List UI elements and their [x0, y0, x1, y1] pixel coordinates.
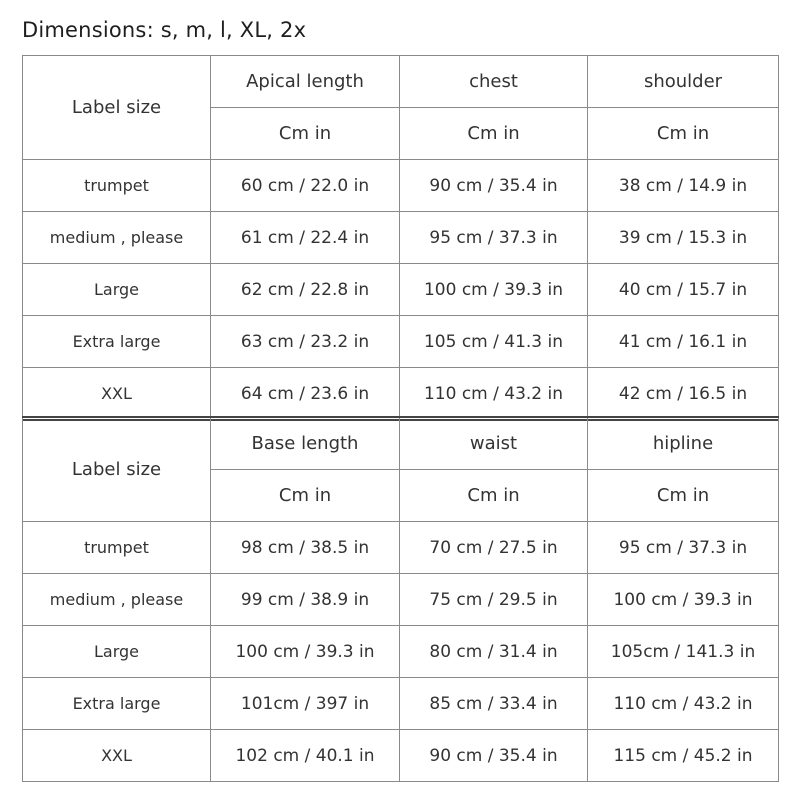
unit-header: Cm in [400, 470, 588, 522]
row-label: Large [23, 626, 211, 678]
label-size-header: Label size [23, 417, 211, 522]
table-cell: 98 cm / 38.5 in [211, 522, 400, 574]
unit-header: Cm in [588, 470, 779, 522]
column-header-hipline: hipline [588, 417, 779, 470]
table-cell: 95 cm / 37.3 in [400, 212, 588, 264]
row-label: XXL [23, 730, 211, 782]
table-cell: 64 cm / 23.6 in [211, 368, 400, 421]
table-cell: 63 cm / 23.2 in [211, 316, 400, 368]
unit-header: Cm in [400, 108, 588, 160]
table-cell: 80 cm / 31.4 in [400, 626, 588, 678]
table-row [23, 574, 779, 626]
table-cell: 110 cm / 43.2 in [400, 368, 588, 421]
table-cell: 70 cm / 27.5 in [400, 522, 588, 574]
table-cell: 61 cm / 22.4 in [211, 212, 400, 264]
table-row [23, 730, 779, 782]
row-label: medium , please [23, 574, 211, 626]
column-header-apical-length: Apical length [211, 56, 400, 108]
page-title: Dimensions: s, m, l, XL, 2x [22, 18, 307, 42]
unit-header: Cm in [588, 108, 779, 160]
table-row [23, 522, 779, 574]
table-row [23, 368, 779, 421]
table-cell: 90 cm / 35.4 in [400, 730, 588, 782]
table-row [23, 160, 779, 212]
table-cell: 102 cm / 40.1 in [211, 730, 400, 782]
table-cell: 105cm / 141.3 in [588, 626, 779, 678]
column-header-base-length: Base length [211, 417, 400, 470]
table-cell: 60 cm / 22.0 in [211, 160, 400, 212]
row-label: Extra large [23, 678, 211, 730]
column-header-shoulder: shoulder [588, 56, 779, 108]
table-row [23, 212, 779, 264]
unit-header: Cm in [211, 470, 400, 522]
table-row [23, 316, 779, 368]
table-cell: 40 cm / 15.7 in [588, 264, 779, 316]
table-cell: 100 cm / 39.3 in [211, 626, 400, 678]
table-cell: 85 cm / 33.4 in [400, 678, 588, 730]
table-cell: 42 cm / 16.5 in [588, 368, 779, 421]
row-label: XXL [23, 368, 211, 421]
unit-header: Cm in [211, 108, 400, 160]
table-row [23, 264, 779, 316]
size-table-upper-body [22, 55, 779, 421]
table-cell: 41 cm / 16.1 in [588, 316, 779, 368]
column-header-waist: waist [400, 417, 588, 470]
table-cell: 90 cm / 35.4 in [400, 160, 588, 212]
table-cell: 100 cm / 39.3 in [400, 264, 588, 316]
column-header-chest: chest [400, 56, 588, 108]
table-cell: 115 cm / 45.2 in [588, 730, 779, 782]
table-cell: 39 cm / 15.3 in [588, 212, 779, 264]
table-cell: 110 cm / 43.2 in [588, 678, 779, 730]
table-cell: 95 cm / 37.3 in [588, 522, 779, 574]
table-cell: 38 cm / 14.9 in [588, 160, 779, 212]
table-cell: 99 cm / 38.9 in [211, 574, 400, 626]
table-row [23, 678, 779, 730]
size-table-lower-body [22, 416, 779, 782]
row-label: trumpet [23, 522, 211, 574]
table-cell: 75 cm / 29.5 in [400, 574, 588, 626]
row-label: Extra large [23, 316, 211, 368]
row-label: medium , please [23, 212, 211, 264]
table-header-row [23, 56, 779, 108]
row-label: Large [23, 264, 211, 316]
table-header-row [23, 417, 779, 470]
table-cell: 62 cm / 22.8 in [211, 264, 400, 316]
row-label: trumpet [23, 160, 211, 212]
table-cell: 101cm / 397 in [211, 678, 400, 730]
table-row [23, 626, 779, 678]
label-size-header: Label size [23, 56, 211, 160]
table-cell: 105 cm / 41.3 in [400, 316, 588, 368]
table-cell: 100 cm / 39.3 in [588, 574, 779, 626]
